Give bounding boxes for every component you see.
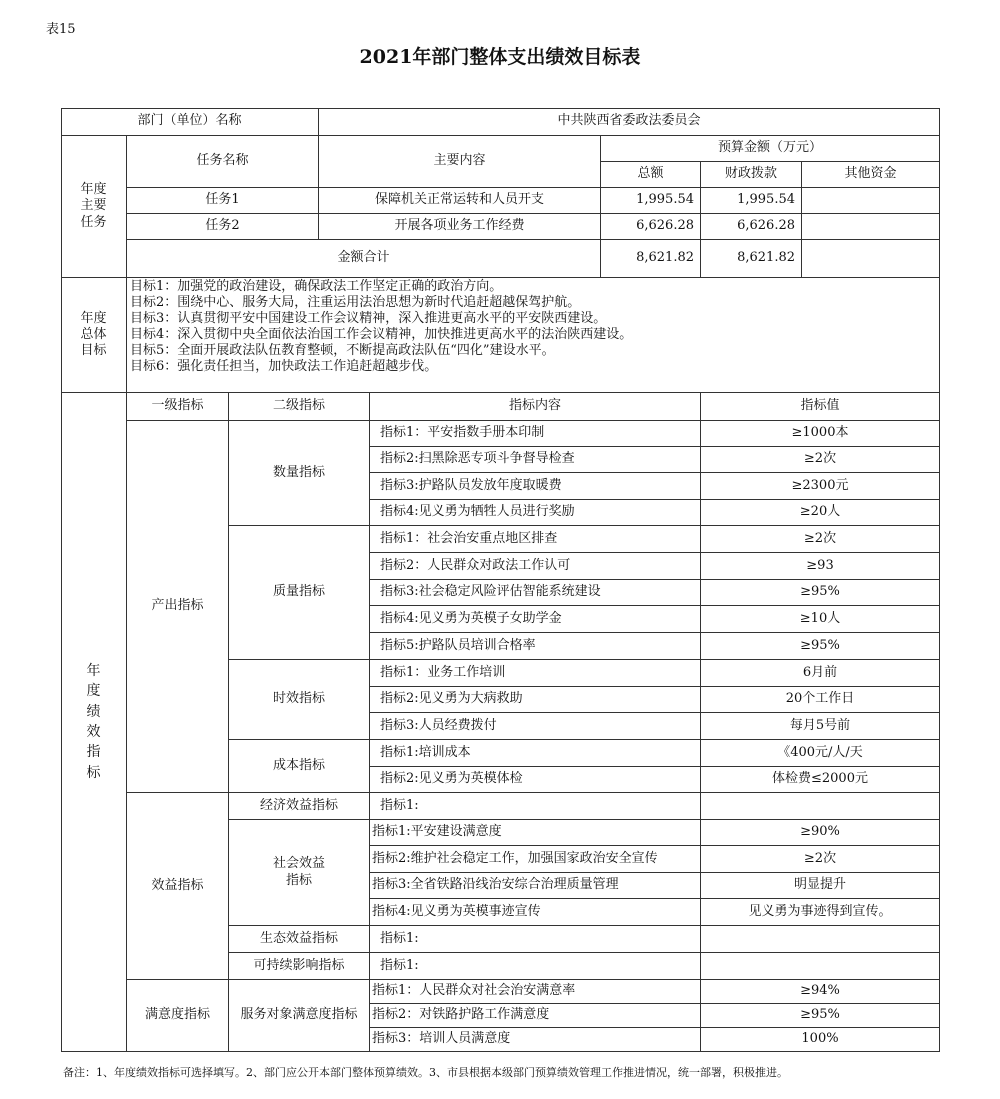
goals-section-label: 年度 总体 目标 [61,278,127,393]
task-name: 任务2 [127,214,319,240]
indicator-value: 明显提升 [701,873,940,899]
l2-quality: 质量指标 [229,526,370,660]
sum-other [802,240,940,278]
content-header: 指标内容 [370,393,701,421]
indicator-content: 指标2:维护社会稳定工作，加强国家政治安全宣传 [370,846,701,873]
indicator-value: 见义勇为事迹得到宣传。 [701,899,940,926]
indicator-value: 100% [701,1028,940,1052]
indicator-value: ≥2次 [701,447,940,473]
l2-service: 服务对象满意度指标 [229,980,370,1052]
indicator-content: 指标2:见义勇为大病救助 [370,687,701,713]
task-content: 开展各项业务工作经费 [319,214,601,240]
task-other [802,188,940,214]
indicator-value [701,793,940,820]
indicator-value: ≥10人 [701,606,940,633]
l1-satisfaction: 满意度指标 [127,980,229,1052]
indicator-value: 体检费≤2000元 [701,767,940,793]
indicator-value: ≥94% [701,980,940,1004]
indicator-value: 《400元/人/天 [701,740,940,767]
task-fiscal: 1,995.54 [701,188,802,214]
indicator-value: ≥95% [701,633,940,660]
l1-benefit: 效益指标 [127,793,229,980]
value-header: 指标值 [701,393,940,421]
indicator-content: 指标1: [370,926,701,953]
indicator-value: ≥1000本 [701,421,940,447]
l2-header: 二级指标 [229,393,370,421]
indicator-content: 指标4:见义勇为英模事迹宣传 [370,899,701,926]
l1-output: 产出指标 [127,421,229,793]
l2-sustainable: 可持续影响指标 [229,953,370,980]
l2-economic: 经济效益指标 [229,793,370,820]
indicator-value: ≥90% [701,820,940,846]
task-name: 任务1 [127,188,319,214]
indicator-value [701,926,940,953]
indicator-content: 指标1：业务工作培训 [370,660,701,687]
indicator-content: 指标4:见义勇为英模子女助学金 [370,606,701,633]
indicator-content: 指标3：培训人员满意度 [370,1028,701,1052]
task-other [802,214,940,240]
page-title: 2021年部门整体支出绩效目标表 [359,46,641,68]
indicator-value [701,953,940,980]
budget-other-header: 其他资金 [802,162,940,188]
goal-item: 目标2：围绕中心、服务大局，注重运用法治思想为新时代追赶超越保驾护航。 [130,295,581,310]
indicator-content: 指标1:平安建设满意度 [370,820,701,846]
dept-value: 中共陕西省委政法委员会 [319,108,940,136]
indicator-value: 每月5号前 [701,713,940,740]
goal-item: 目标3：认真贯彻平安中国建设工作会议精神，深入推进更高水平的平安陕西建设。 [130,311,607,326]
indicator-content: 指标1：平安指数手册本印制 [370,421,701,447]
indicator-content: 指标3:社会稳定风险评估智能系统建设 [370,580,701,606]
task-fiscal: 6,626.28 [701,214,802,240]
indicator-value: ≥20人 [701,500,940,526]
goals-list [127,278,940,393]
indicator-content: 指标5:护路队员培训合格率 [370,633,701,660]
indicator-value: 20个工作日 [701,687,940,713]
indicator-content: 指标2:扫黑除恶专项斗争督导检查 [370,447,701,473]
l2-quantity: 数量指标 [229,421,370,526]
indicator-value: ≥95% [701,580,940,606]
indicator-content: 指标2:见义勇为英模体检 [370,767,701,793]
task-total: 6,626.28 [601,214,701,240]
indicator-content: 指标2：对铁路护路工作满意度 [370,1004,701,1028]
indicator-content: 指标1: [370,793,701,820]
indicator-content: 指标1: [370,953,701,980]
goal-item: 目标5：全面开展政法队伍教育整顿，不断提高政法队伍“四化”建设水平。 [130,343,555,358]
footnote: 备注：1、年度绩效指标可选择填写。2、部门应公开本部门整体预算绩效。3、市县根据本级部门预算绩效管理工作推进情况，统一部署，积极推进。 [63,1066,788,1079]
indicator-content: 指标3:护路队员发放年度取暖费 [370,473,701,500]
task-content: 保障机关正常运转和人员开支 [319,188,601,214]
task-total: 1,995.54 [601,188,701,214]
budget-header: 预算金额（万元） [601,136,940,162]
indicator-content: 指标1：社会治安重点地区排查 [370,526,701,553]
l2-social: 社会效益 指标 [229,820,370,926]
indicator-value: ≥2300元 [701,473,940,500]
l1-header: 一级指标 [127,393,229,421]
task-name-header: 任务名称 [127,136,319,188]
l2-ecological: 生态效益指标 [229,926,370,953]
indicators-section-label: 年 度 绩 效 指 标 [61,393,127,1052]
indicator-value: ≥95% [701,1004,940,1028]
indicator-content: 指标1：人民群众对社会治安满意率 [370,980,701,1004]
goal-item: 目标1：加强党的政治建设，确保政法工作坚定正确的政治方向。 [130,279,503,294]
l2-timeliness: 时效指标 [229,660,370,740]
indicator-content: 指标4:见义勇为牺牲人员进行奖励 [370,500,701,526]
goal-item: 目标4：深入贯彻中央全面依法治国工作会议精神，加快推进更高水平的法治陕西建设。 [130,327,633,342]
task-content-header: 主要内容 [319,136,601,188]
sum-fiscal: 8,621.82 [701,240,802,278]
indicator-value: ≥93 [701,553,940,580]
dept-label: 部门（单位）名称 [61,108,319,136]
goal-item: 目标6：强化责任担当，加快政法工作追赶超越步伐。 [130,359,438,374]
indicator-value: 6月前 [701,660,940,687]
budget-fiscal-header: 财政拨款 [701,162,802,188]
sum-label: 金额合计 [127,240,601,278]
budget-total-header: 总额 [601,162,701,188]
indicator-value: ≥2次 [701,846,940,873]
indicator-content: 指标3:人员经费拨付 [370,713,701,740]
l2-cost: 成本指标 [229,740,370,793]
indicator-content: 指标3:全省铁路沿线治安综合治理质量管理 [370,873,701,899]
indicator-content: 指标2：人民群众对政法工作认可 [370,553,701,580]
indicator-value: ≥2次 [701,526,940,553]
tasks-section-label: 年度 主要 任务 [61,136,127,278]
indicator-content: 指标1:培训成本 [370,740,701,767]
sum-total: 8,621.82 [601,240,701,278]
table-number: 表15 [46,22,76,37]
